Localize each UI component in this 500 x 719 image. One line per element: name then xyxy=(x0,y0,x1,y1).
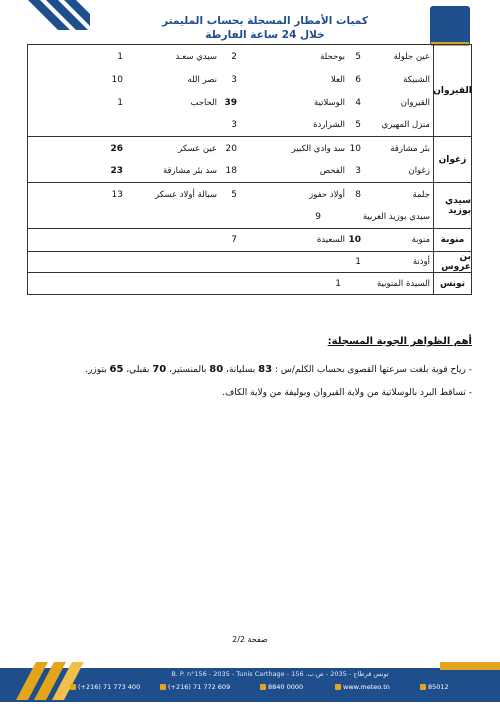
rain-value: 13 xyxy=(111,189,123,200)
station-name: زغوان xyxy=(408,166,430,176)
rainfall-table xyxy=(27,44,472,295)
rain-value: 20 xyxy=(225,143,237,154)
footer-phone-2 xyxy=(160,683,230,691)
station-name: العلا xyxy=(330,74,345,85)
wind-value: 70 xyxy=(152,364,167,375)
phone-text: (+216) 71 773 400 xyxy=(78,683,141,691)
website-text: www.meteo.tn xyxy=(343,683,390,691)
footer-stripes-graphic xyxy=(16,660,86,702)
phone-text: 8840 0000 xyxy=(268,683,304,691)
table-row xyxy=(27,114,433,137)
rain-value: 10 xyxy=(348,235,361,245)
wind-station: بقبلي، xyxy=(126,365,150,375)
footer-phone-3 xyxy=(260,683,303,691)
rain-value: 5 xyxy=(231,189,237,200)
page-number: صفحة 2/2 xyxy=(232,635,268,644)
wind-note-prefix: - رياح قوية بلغت سرعتها القصوى بحساب الكلم/س : xyxy=(274,365,472,375)
rain-value: 1 xyxy=(117,97,123,108)
station-name: الشبيكة xyxy=(403,74,430,85)
phone-icon xyxy=(70,684,76,690)
station-name: السيدة المنوبية xyxy=(376,279,430,289)
footer-code xyxy=(420,683,449,691)
table-row xyxy=(27,45,433,68)
footer-phone-1 xyxy=(70,683,140,691)
station-name: الحاجب xyxy=(190,97,217,108)
rain-value: 8 xyxy=(355,189,361,200)
governorate-sidibouzid: سيدي بوزيد xyxy=(433,183,471,229)
rain-value: 4 xyxy=(355,97,361,108)
station-name: الشراردة xyxy=(313,120,345,130)
station-name: السعيدة xyxy=(316,235,345,245)
station-name: أولاد حفوز xyxy=(309,189,345,200)
wind-value: 83 xyxy=(258,364,273,375)
table-row xyxy=(27,273,433,295)
station-name: نصر الله xyxy=(187,74,217,85)
station-name: سيدي بوزيد الغربية xyxy=(362,212,430,222)
globe-icon xyxy=(335,684,341,690)
wind-station: بسليانة، xyxy=(226,365,256,375)
rain-value: 1 xyxy=(117,51,123,62)
governorate-manouba: منوبة xyxy=(433,229,471,252)
station-name: سبالة أولاد عسكر xyxy=(155,189,217,200)
rain-value: 5 xyxy=(355,120,361,130)
footer-accent xyxy=(440,662,500,670)
station-name: بوحجلة xyxy=(320,51,345,62)
rain-value: 3 xyxy=(231,120,237,130)
station-name: بئر مشارقة xyxy=(390,143,430,154)
station-name: سد بئر مشارقة xyxy=(162,166,217,176)
wind-station: بتوزر. xyxy=(85,365,107,375)
station-name: منوبة xyxy=(411,235,430,245)
governorate-tunis: تونس xyxy=(433,273,471,295)
table-row xyxy=(27,160,433,183)
footer-address: B. P. n°156 - 2035 - Tunis Carthage - تونس قرطاج - 2035 - ص.ب. 156 xyxy=(171,670,389,678)
table-row xyxy=(27,183,433,206)
rain-value: 10 xyxy=(111,74,123,85)
notes-title: أهم الظواهر الجوية المسجلة: xyxy=(327,336,472,347)
table-row xyxy=(27,206,433,229)
rain-value: 3 xyxy=(231,74,237,85)
rain-value xyxy=(103,114,123,136)
station-name: عين جلولة xyxy=(393,51,430,62)
rain-value: 9 xyxy=(315,212,321,222)
header-stripes-graphic xyxy=(18,0,90,44)
rain-value: 10 xyxy=(349,143,361,154)
rain-value: 2 xyxy=(231,51,237,62)
station-name: القيروان xyxy=(400,97,430,108)
title-line-1: كميات الأمطار المسجلة بحساب المليمتر xyxy=(162,15,368,27)
table-row xyxy=(27,137,433,160)
rain-value: 3 xyxy=(355,166,361,176)
station-name: سيدي سعـد xyxy=(175,51,217,62)
rain-value: 6 xyxy=(355,74,361,85)
rain-value: 39 xyxy=(224,97,237,108)
wind-value: 65 xyxy=(109,364,124,375)
rain-value: 7 xyxy=(231,235,237,245)
rain-value: 26 xyxy=(110,143,123,154)
footer-website[interactable] xyxy=(335,683,390,691)
table-row xyxy=(27,229,433,252)
station-name xyxy=(123,114,223,136)
table-row xyxy=(27,252,433,273)
table-row xyxy=(27,91,433,114)
code-text: 85012 xyxy=(428,683,449,691)
station-name: أوذنة xyxy=(412,257,430,267)
station-name: عين عسكر xyxy=(178,143,217,154)
wind-value: 80 xyxy=(209,364,224,375)
wind-note xyxy=(32,364,472,375)
phone-text: (+216) 71 772 609 xyxy=(168,683,231,691)
governorate-kairouan: القيروان xyxy=(433,45,471,137)
page-title xyxy=(110,14,420,42)
title-line-2: خلال 24 ساعة الفارطة xyxy=(205,29,325,41)
rain-value: 1 xyxy=(355,257,361,267)
fax-icon xyxy=(160,684,166,690)
hail-note: - تساقط البرد بالوسلاتية من ولاية القيروان وبوليفة من ولاية الكاف. xyxy=(222,388,472,398)
rain-value: 1 xyxy=(335,279,341,289)
wind-station: بالمنستير، xyxy=(169,365,207,375)
rain-value: 5 xyxy=(355,51,361,62)
rain-value: 23 xyxy=(110,166,123,176)
station-name: الوسلاتية xyxy=(313,97,345,108)
station-name: جلمة xyxy=(412,189,430,200)
institute-logo xyxy=(430,6,470,46)
table-row xyxy=(27,68,433,91)
phone-icon xyxy=(260,684,266,690)
rain-value: 18 xyxy=(225,166,237,176)
station-name: سد وادي الكبير xyxy=(291,143,345,154)
governorate-zaghouan: زغوان xyxy=(433,137,471,183)
governorate-benarous: بن عروس xyxy=(433,252,471,273)
station-name: الفحص xyxy=(319,166,345,176)
station-name: منزل المهيري xyxy=(381,120,430,130)
mobile-icon xyxy=(420,684,426,690)
